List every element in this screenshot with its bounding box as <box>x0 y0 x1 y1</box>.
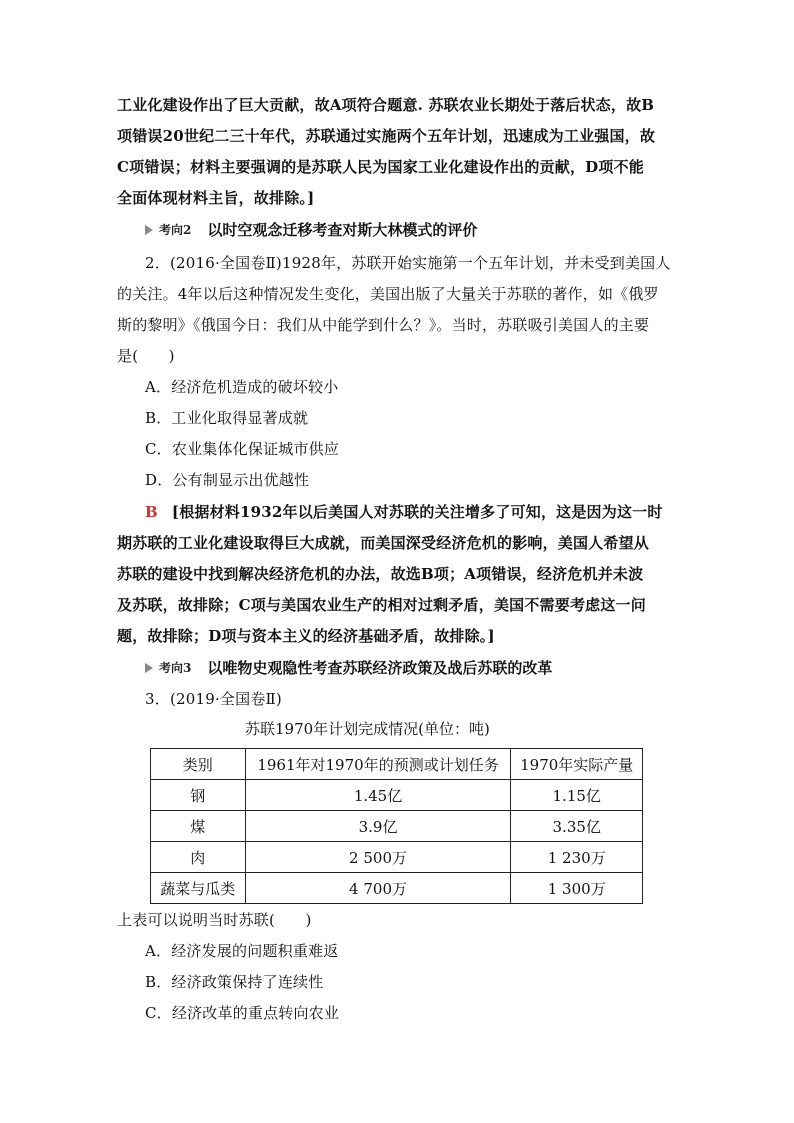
answer-letter: B <box>145 503 158 521</box>
question3-option-a: A．经济发展的问题积重难返 <box>145 942 339 960</box>
table-cell: 3.9亿 <box>245 811 511 842</box>
section-heading-kaoxiang2 <box>145 220 477 240</box>
question2-stem-line: 斯的黎明》《俄国今日：我们从中能学到什么？》。当时，苏联吸引美国人的主要 <box>117 316 650 334</box>
paragraph-line: 工业化建设作出了巨大贡献，故A项符合题意. 苏联农业长期处于落后状态，故B <box>117 96 655 114</box>
section-title: 以时空观念迁移考查对斯大林模式的评价 <box>207 221 478 239</box>
paragraph-line: 全面体现材料主旨，故排除。] <box>117 189 315 207</box>
table-cell: 钢 <box>151 780 246 811</box>
table-caption: 苏联1970年计划完成情况(单位：吨) <box>245 720 490 738</box>
table-cell: 1 300万 <box>511 873 643 904</box>
paragraph-line: 项错误20世纪二三十年代，苏联通过实施两个五年计划，迅速成为工业强国，故 <box>117 127 656 145</box>
triangle-marker-icon <box>145 225 153 235</box>
question3-option-c: C．经济改革的重点转向农业 <box>145 1004 340 1022</box>
table-row <box>151 780 643 811</box>
table-header-cell: 1970年实际产量 <box>511 749 643 780</box>
table-cell: 1.15亿 <box>511 780 643 811</box>
explanation-line: 期苏联的工业化建设取得巨大成就，而美国深受经济危机的影响，美国人希望从 <box>117 534 650 552</box>
explanation-text: [根据材料1932年以后美国人对苏联的关注增多了可知，这是因为这一时 <box>171 503 663 521</box>
table-header-cell: 1961年对1970年的预测或计划任务 <box>245 749 511 780</box>
table-row <box>151 873 643 904</box>
table-header-row <box>151 749 643 780</box>
table-cell: 4 700万 <box>245 873 511 904</box>
table-header-cell: 类别 <box>151 749 246 780</box>
paragraph-line: C项错误；材料主要强调的是苏联人民为国家工业化建设作出的贡献，D项不能 <box>117 158 644 176</box>
section-tag: 考向2 <box>159 223 192 237</box>
question2-answer-line <box>145 502 663 522</box>
question2-option-c: C．农业集体化保证城市供应 <box>145 440 340 458</box>
section-tag: 考向3 <box>159 661 192 675</box>
explanation-line: 题，故排除；D项与资本主义的经济基础矛盾，故排除。] <box>117 627 495 645</box>
triangle-marker-icon <box>145 663 153 673</box>
question2-option-d: D．公有制显示出优越性 <box>145 471 310 489</box>
explanation-line: 苏联的建设中找到解决经济危机的办法，故选B项；A项错误，经济危机并未波 <box>117 565 644 583</box>
section-title: 以唯物史观隐性考查苏联经济政策及战后苏联的改革 <box>207 659 553 677</box>
table-cell: 2 500万 <box>245 842 511 873</box>
table-cell: 1 230万 <box>511 842 643 873</box>
explanation-line: 及苏联，故排除；C项与美国农业生产的相对过剩矛盾，美国不需要考虑这一问 <box>117 596 646 614</box>
question2-stem-line: 是( ) <box>117 347 175 365</box>
table-cell: 蔬菜与瓜类 <box>151 873 246 904</box>
table-cell: 煤 <box>151 811 246 842</box>
question2-stem-line: 的关注。4年以后这种情况发生变化，美国出版了大量关于苏联的著作，如《俄罗 <box>117 285 659 303</box>
question2-stem-line: 2．(2016·全国卷Ⅱ)1928年，苏联开始实施第一个五年计划，并未受到美国人 <box>145 254 671 272</box>
question2-option-b: B．工业化取得显著成就 <box>145 409 309 427</box>
production-table <box>150 748 643 904</box>
question3-option-b: B．经济政策保持了连续性 <box>145 973 324 991</box>
table-cell: 3.35亿 <box>511 811 643 842</box>
table-row <box>151 842 643 873</box>
table-row <box>151 811 643 842</box>
question3-header: 3．(2019·全国卷Ⅱ) <box>145 690 282 708</box>
question3-stem: 上表可以说明当时苏联( ) <box>117 911 312 929</box>
section-heading-kaoxiang3 <box>145 658 552 678</box>
question2-option-a: A．经济危机造成的破坏较小 <box>145 378 339 396</box>
table-cell: 1.45亿 <box>245 780 511 811</box>
table-cell: 肉 <box>151 842 246 873</box>
